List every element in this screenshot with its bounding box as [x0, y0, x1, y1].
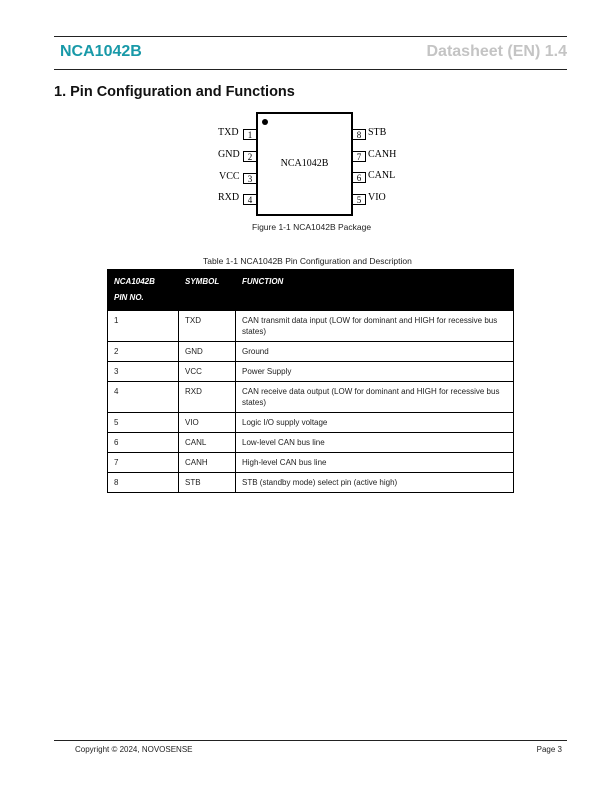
header-pin-line2: PIN NO. [114, 293, 144, 302]
chip-label: NCA1042B [280, 158, 329, 169]
table-header-row [108, 270, 514, 311]
pin-box-2: 2 [243, 151, 256, 162]
pin-box-4: 4 [243, 194, 256, 205]
table-row [108, 433, 514, 453]
pin1-marker-dot [262, 119, 268, 125]
footer-rule [54, 740, 567, 741]
pin-label-txd: TXD [218, 127, 239, 138]
table-row [108, 453, 514, 473]
pin-label-gnd: GND [218, 149, 240, 160]
pin-box-6: 6 [353, 172, 366, 183]
pin-box-7: 7 [353, 151, 366, 162]
cell-function: Logic I/O supply voltage [236, 413, 514, 433]
cell-function: Low-level CAN bus line [236, 433, 514, 453]
table-row [108, 382, 514, 413]
document-version: Datasheet (EN) 1.4 [426, 43, 567, 60]
cell-function: CAN transmit data input (LOW for dominant and HIGH for recessive bus states) [236, 311, 514, 342]
cell-symbol: GND [179, 342, 236, 362]
cell-symbol: CANL [179, 433, 236, 453]
pin-box-1: 1 [243, 129, 256, 140]
cell-symbol: CANH [179, 453, 236, 473]
cell-symbol: TXD [179, 311, 236, 342]
table-row [108, 311, 514, 342]
table-row [108, 413, 514, 433]
pin-label-rxd: RXD [218, 192, 240, 203]
header-symbol: SYMBOL [179, 270, 236, 311]
copyright-text: Copyright © 2024, NOVOSENSE [75, 745, 193, 754]
product-name: NCA1042B [60, 43, 142, 60]
header-function: FUNCTION [236, 270, 514, 311]
section-title: 1. Pin Configuration and Functions [54, 84, 295, 100]
cell-function: Ground [236, 342, 514, 362]
cell-pin: 4 [108, 382, 179, 413]
cell-function: CAN receive data output (LOW for dominant and HIGH for recessive bus states) [236, 382, 514, 413]
pin-label-canh: CANH [368, 149, 397, 160]
cell-function: STB (standby mode) select pin (active high) [236, 473, 514, 493]
table-row [108, 362, 514, 382]
cell-function: High-level CAN bus line [236, 453, 514, 473]
figure-caption: Figure 1-1 NCA1042B Package [252, 222, 372, 232]
cell-pin: 1 [108, 311, 179, 342]
pin-label-canl: CANL [368, 170, 396, 181]
header-top-rule [54, 36, 567, 37]
page-number: Page 3 [536, 745, 562, 754]
cell-pin: 2 [108, 342, 179, 362]
cell-pin: 5 [108, 413, 179, 433]
table-caption: Table 1-1 NCA1042B Pin Configuration and Description [203, 256, 412, 266]
cell-symbol: VIO [179, 413, 236, 433]
cell-pin: 3 [108, 362, 179, 382]
cell-function: Power Supply [236, 362, 514, 382]
header-pin-no [108, 270, 179, 311]
pin-box-3: 3 [243, 173, 256, 184]
header-pin-line1: NCA1042B [114, 277, 155, 286]
cell-symbol: VCC [179, 362, 236, 382]
pin-label-stb: STB [368, 127, 387, 138]
cell-symbol: STB [179, 473, 236, 493]
table-row [108, 342, 514, 362]
cell-symbol: RXD [179, 382, 236, 413]
pin-label-vcc: VCC [219, 171, 240, 182]
header-bottom-rule [54, 69, 567, 70]
table-row [108, 473, 514, 493]
pin-label-vio: VIO [368, 192, 386, 203]
cell-pin: 8 [108, 473, 179, 493]
pin-table [107, 269, 514, 493]
pin-box-8: 8 [353, 129, 366, 140]
cell-pin: 6 [108, 433, 179, 453]
cell-pin: 7 [108, 453, 179, 473]
pin-box-5: 5 [353, 194, 366, 205]
